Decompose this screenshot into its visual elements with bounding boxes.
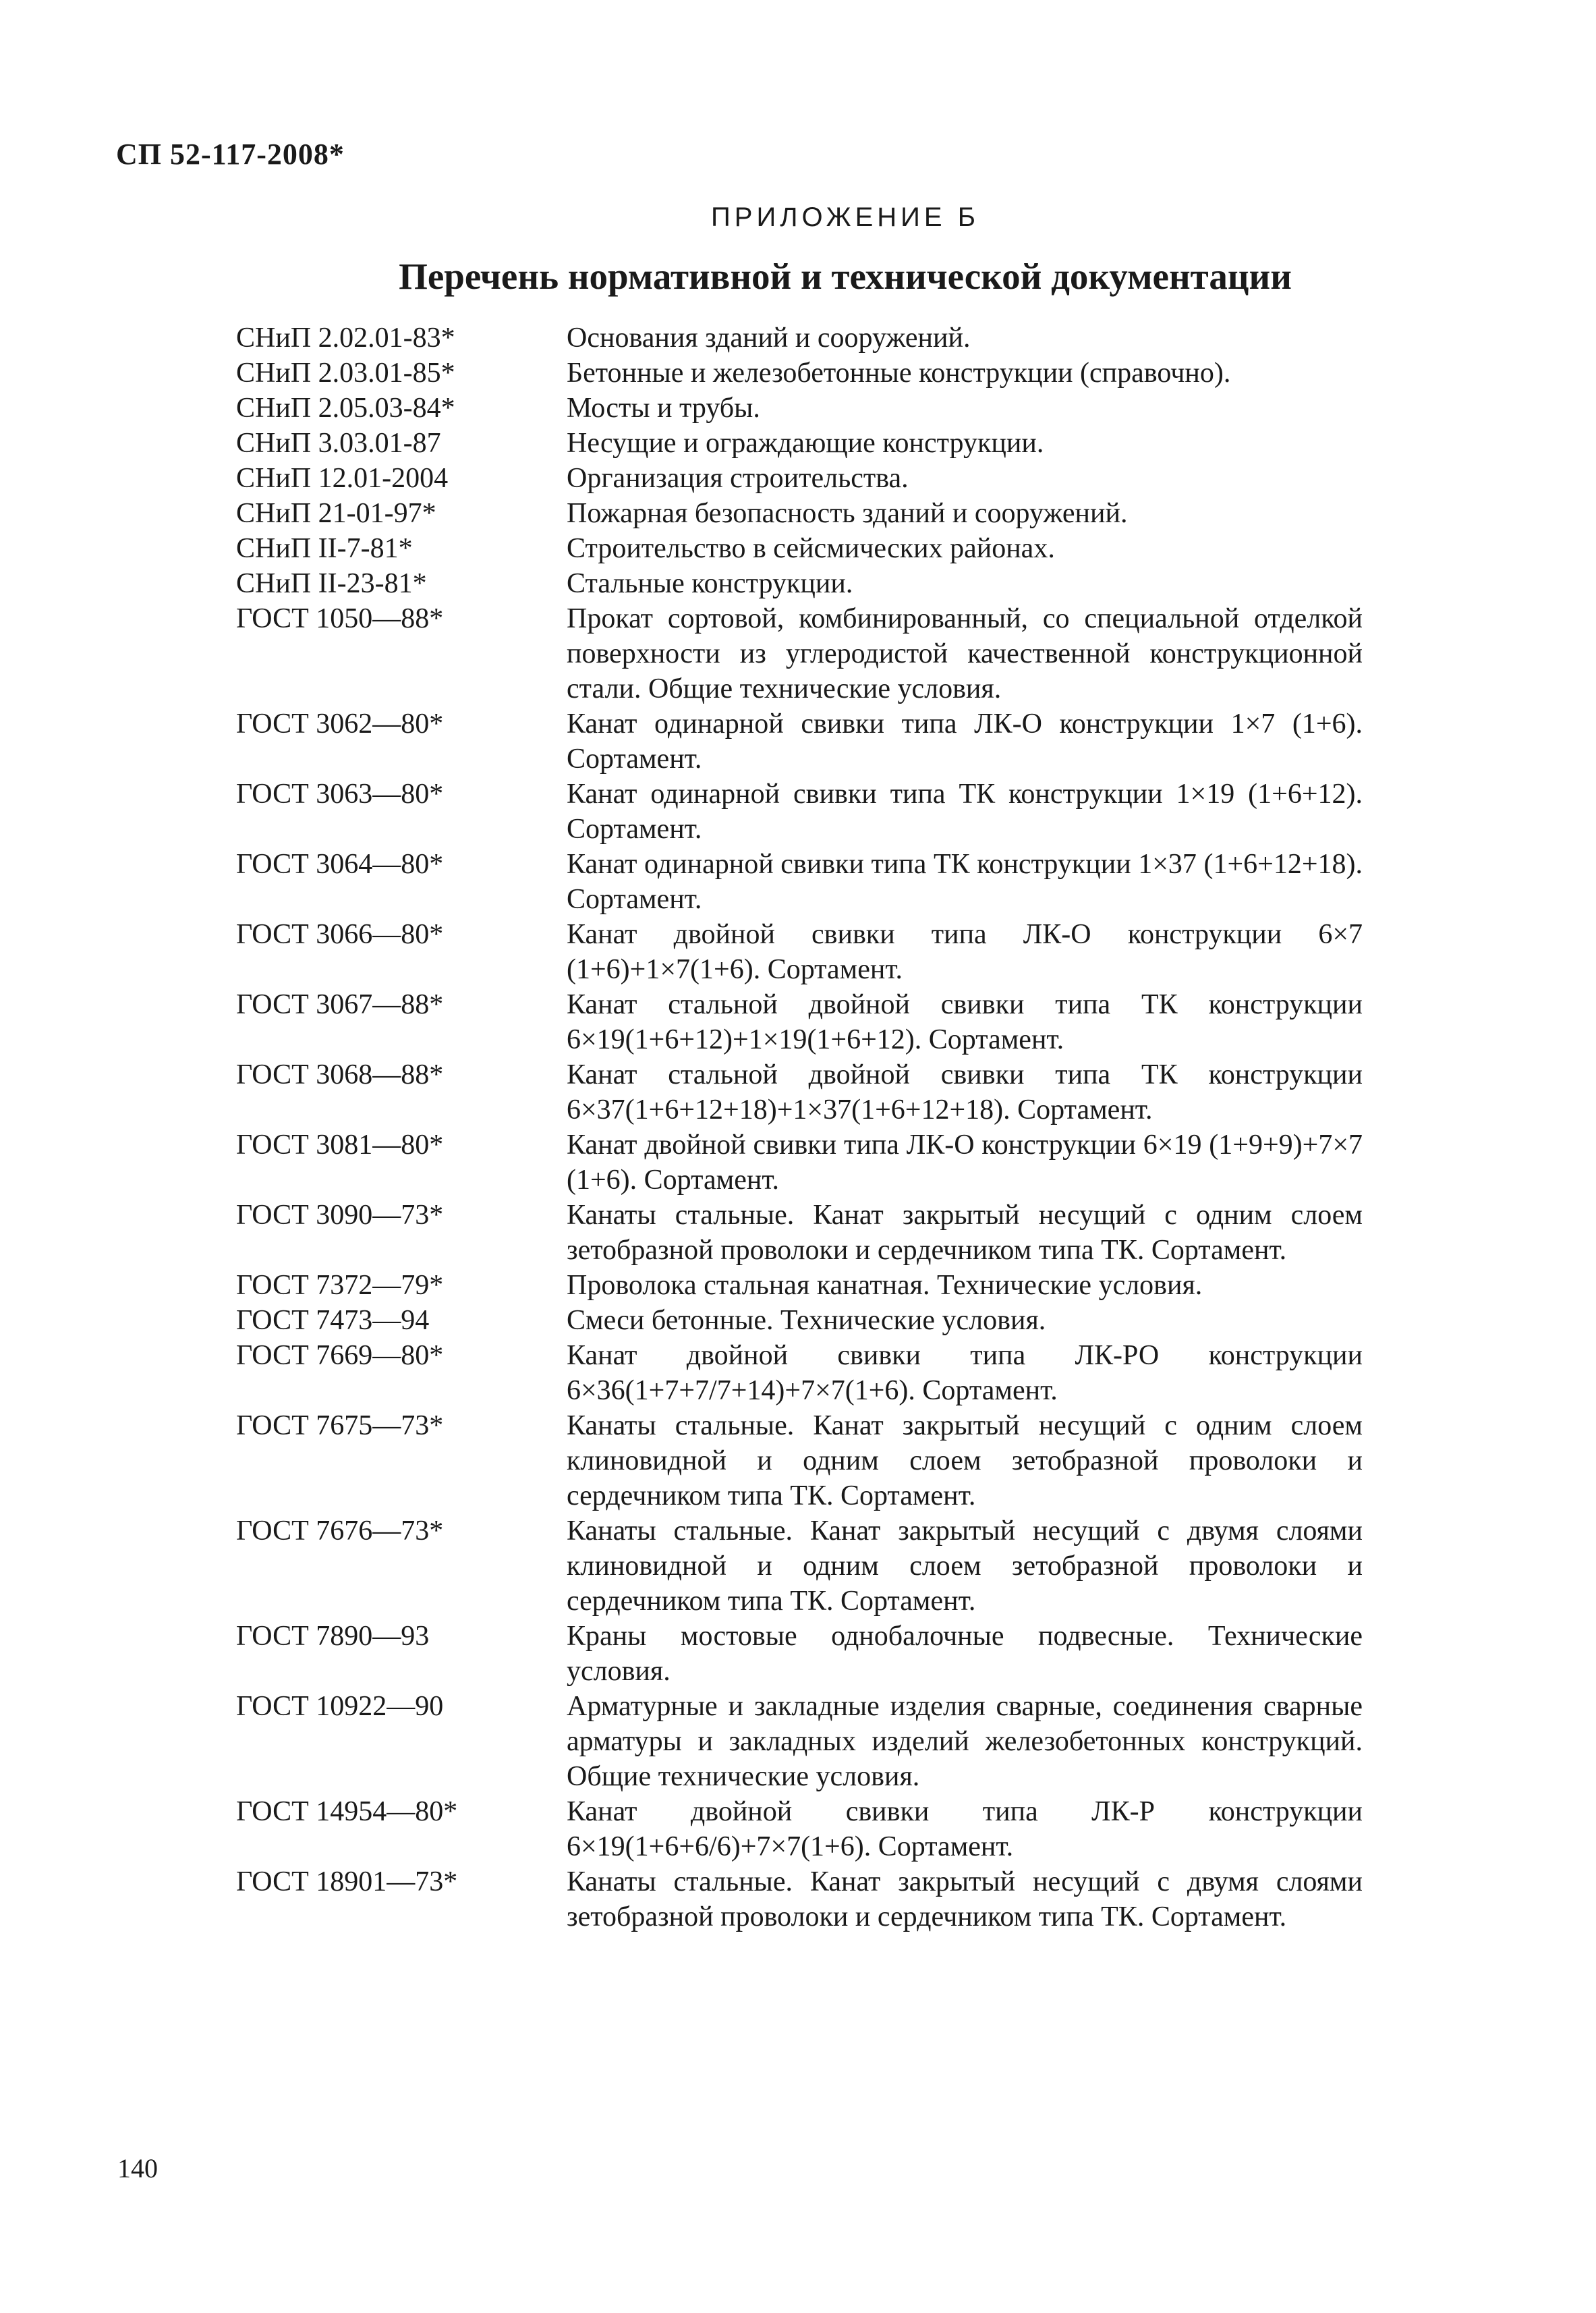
document-title: Канат двойной свивки типа ЛК-Р конструкции 6×19(1+6+6/6)+7×7(1+6). Сортамент. xyxy=(567,1796,1363,1862)
document-row xyxy=(236,1268,1363,1303)
document-row xyxy=(236,1408,1363,1513)
document-title: Проволока стальная канатная. Технические условия. xyxy=(567,1270,1203,1301)
document-code: СНиП 12.01-2004 xyxy=(236,463,449,494)
document-row xyxy=(236,706,1363,777)
document-row xyxy=(236,917,1363,987)
documents-list xyxy=(236,321,1363,1934)
document-title: Смеси бетонные. Технические условия. xyxy=(567,1305,1046,1336)
document-code: СНиП 2.05.03-84* xyxy=(236,393,455,424)
document-row xyxy=(236,426,1363,461)
document-code: ГОСТ 3081—80* xyxy=(236,1130,444,1161)
document-code: ГОСТ 7675—73* xyxy=(236,1410,444,1441)
document-row xyxy=(236,1794,1363,1864)
document-title: Прокат сортовой, комбинированный, со специальной отделкой поверхности из углеродистой качественной конструкционной стали. Общие технические условия. xyxy=(567,603,1363,704)
document-title: Канат двойной свивки типа ЛК-О конструкции 6×7 (1+6)+1×7(1+6). Сортамент. xyxy=(567,919,1363,985)
document-code: СНиП 3.03.01-87 xyxy=(236,428,441,459)
document-code: СНиП 21-01-97* xyxy=(236,498,436,529)
document-title: Стальные конструкции. xyxy=(567,568,853,599)
document-title: Строительство в сейсмических районах. xyxy=(567,533,1055,564)
document-code: СНиП 2.02.01-83* xyxy=(236,323,455,354)
document-code: СНиП II-7-81* xyxy=(236,533,413,564)
document-title: Канат одинарной свивки типа ТК конструкции 1×37 (1+6+12+18). Сортамент. xyxy=(567,849,1363,915)
document-code: ГОСТ 7890—93 xyxy=(236,1621,430,1652)
document-row xyxy=(236,1619,1363,1689)
document-row xyxy=(236,1338,1363,1408)
document-code: ГОСТ 3064—80* xyxy=(236,849,444,880)
document-row xyxy=(236,461,1363,496)
document-code: ГОСТ 3062—80* xyxy=(236,708,444,740)
document-code: ГОСТ 7473—94 xyxy=(236,1305,430,1336)
document-code: ГОСТ 10922—90 xyxy=(236,1691,444,1722)
document-code: ГОСТ 3063—80* xyxy=(236,779,444,810)
document-title: Канаты стальные. Канат закрытый несущий с двумя слоями зетобразной проволоки и сердечником типа ТК. Сортамент. xyxy=(567,1866,1363,1932)
document-title: Канат двойной свивки типа ЛК-РО конструкции 6×36(1+7+7/7+14)+7×7(1+6). Сортамент. xyxy=(567,1340,1363,1406)
document-title: Бетонные и железобетонные конструкции (справочно). xyxy=(567,358,1231,389)
document-title: Канаты стальные. Канат закрытый несущий с двумя слоями клиновидной и одним слоем зетобразной проволоки и сердечником типа ТК. Сортамент. xyxy=(567,1515,1363,1617)
document-code: ГОСТ 7372—79* xyxy=(236,1270,444,1301)
document-code: ГОСТ 7676—73* xyxy=(236,1515,444,1546)
document-code: ГОСТ 1050—88* xyxy=(236,603,444,634)
document-row xyxy=(236,1127,1363,1198)
document-row xyxy=(236,1864,1363,1934)
document-title: Канаты стальные. Канат закрытый несущий с одним слоем клиновидной и одним слоем зетобразной проволоки и сердечником типа ТК. Сортамент. xyxy=(567,1410,1363,1511)
page-number: 140 xyxy=(117,2153,158,2183)
document-row xyxy=(236,1513,1363,1619)
document-title: Арматурные и закладные изделия сварные, соединения сварные арматуры и закладных изделий железобетонных конструкций. Общие технические условия. xyxy=(567,1691,1363,1792)
document-code: ГОСТ 18901—73* xyxy=(236,1866,458,1897)
document-code: ГОСТ 3066—80* xyxy=(236,919,444,950)
document-title: Несущие и ограждающие конструкции. xyxy=(567,428,1044,459)
document-row xyxy=(236,1198,1363,1268)
document-title: Краны мостовые однобалочные подвесные. Технические условия. xyxy=(567,1621,1363,1687)
document-row xyxy=(236,777,1363,847)
document-code: ГОСТ 14954—80* xyxy=(236,1796,458,1827)
document-code: СНиП 2.03.01-85* xyxy=(236,358,455,389)
document-title: Пожарная безопасность зданий и сооружений. xyxy=(567,498,1128,529)
document-title: Канаты стальные. Канат закрытый несущий с одним слоем зетобразной проволоки и сердечником типа ТК. Сортамент. xyxy=(567,1200,1363,1266)
document-row xyxy=(236,321,1363,356)
document-row xyxy=(236,1303,1363,1338)
document-row xyxy=(236,496,1363,531)
document-title: Канат одинарной свивки типа ЛК-О конструкции 1×7 (1+6). Сортамент. xyxy=(567,708,1363,775)
document-title: Мосты и трубы. xyxy=(567,393,760,424)
document-row xyxy=(236,531,1363,566)
document-code: ГОСТ 7669—80* xyxy=(236,1340,444,1371)
document-code: ГОСТ 3090—73* xyxy=(236,1200,444,1231)
document-title: Организация строительства. xyxy=(567,463,909,494)
document-title: Канат стальной двойной свивки типа ТК конструкции 6×37(1+6+12+18)+1×37(1+6+12+18). Сортамент. xyxy=(567,1059,1363,1125)
document-row xyxy=(236,847,1363,917)
document-title: Канат одинарной свивки типа ТК конструкции 1×19 (1+6+12). Сортамент. xyxy=(567,779,1363,845)
document-code-header: СП 52-117-2008* xyxy=(116,138,345,171)
document-row xyxy=(236,1057,1363,1127)
appendix-label: ПРИЛОЖЕНИЕ Б xyxy=(711,202,979,232)
document-row xyxy=(236,1689,1363,1794)
document-row xyxy=(236,391,1363,426)
document-code: СНиП II-23-81* xyxy=(236,568,427,599)
document-row xyxy=(236,987,1363,1057)
document-title: Канат двойной свивки типа ЛК-О конструкции 6×19 (1+9+9)+7×7 (1+6). Сортамент. xyxy=(567,1130,1363,1196)
document-title: Канат стальной двойной свивки типа ТК конструкции 6×19(1+6+12)+1×19(1+6+12). Сортамент. xyxy=(567,989,1363,1055)
document-row xyxy=(236,601,1363,706)
document-row xyxy=(236,356,1363,391)
document-title: Основания зданий и сооружений. xyxy=(567,323,971,354)
document-code: ГОСТ 3068—88* xyxy=(236,1059,444,1090)
document-code: ГОСТ 3067—88* xyxy=(236,989,444,1020)
page-title: Перечень нормативной и технической документации xyxy=(399,256,1292,297)
document-row xyxy=(236,566,1363,601)
